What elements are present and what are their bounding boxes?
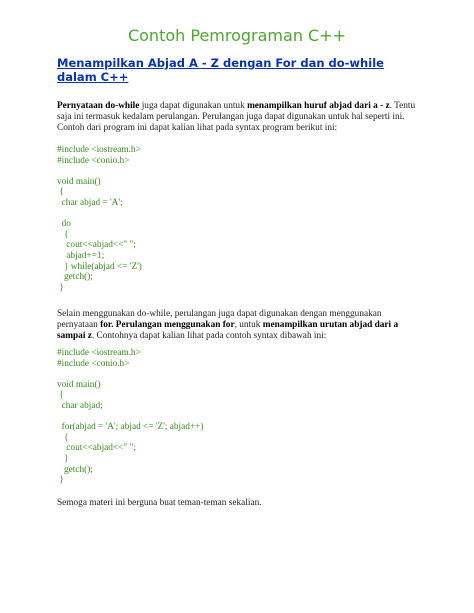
- for-text-2: , untuk: [234, 320, 263, 330]
- intro-paragraph: [57, 101, 419, 134]
- intro-bold-abjad: menampilkan huruf abjad dari a - z: [247, 101, 390, 111]
- code-block-for: [57, 348, 417, 486]
- closing-paragraph: Semoga materi ini berguna buat teman-teman sekalian.: [57, 498, 262, 508]
- code-line: abjad+=1;: [57, 250, 105, 261]
- for-paragraph: [57, 309, 419, 342]
- code-line: getch();: [57, 464, 93, 475]
- code-line: [57, 209, 417, 220]
- intro-text-1: juga dapat digunakan untuk: [139, 101, 248, 111]
- article-title-link[interactable]: Menampilkan Abjad A - Z dengan For dan do-while dalam C++: [57, 56, 384, 84]
- code-line: do: [57, 219, 71, 230]
- for-text-3: . Contohnya dapat kalian lihat pada contoh syntax dibawah ini:: [91, 331, 327, 341]
- intro-bold-do-while: Pernyataan do-while: [57, 101, 140, 111]
- code-line: void main(): [57, 176, 101, 187]
- code-line: for(abjad = 'A'; abjad <= 'Z'; abjad++): [57, 422, 204, 433]
- code-line: {: [57, 229, 69, 240]
- code-line: }: [57, 453, 69, 464]
- code-line: [57, 166, 417, 177]
- code-line: [57, 369, 417, 380]
- code-line: #include <conio.h>: [57, 155, 130, 166]
- code-line: char abjad;: [57, 400, 103, 411]
- code-block-do-while: [57, 145, 417, 293]
- intro-text-2: . Tentu saja ini termasuk kedalam perulangan. Perulangan juga dapat digunakan untuk hal seperti ini. Contoh dari program ini dapat kalian lihat pada syntax program berikut ini:: [57, 101, 416, 133]
- code-line: #include <conio.h>: [57, 358, 130, 369]
- for-bold-perulangan: for. Perulangan menggunakan for: [100, 320, 235, 330]
- code-line: } while(abjad <= 'Z'): [57, 261, 142, 272]
- code-line: void main(): [57, 379, 101, 390]
- code-line: getch();: [57, 272, 93, 283]
- document-title: Contoh Pemrograman C++: [127, 26, 347, 45]
- code-line: char abjad = 'A';: [57, 197, 123, 208]
- code-line: }: [57, 282, 64, 293]
- for-text-1: Selain menggunakan do-while, perulangan juga dapat digunakan dengan menggunakan pernyataan: [57, 309, 382, 330]
- code-line: [57, 412, 417, 423]
- code-line: #include <iostream.h>: [57, 145, 141, 155]
- code-line: {: [57, 187, 64, 198]
- code-line: cout<<abjad<<" ";: [57, 240, 136, 251]
- code-line: #include <iostream.h>: [57, 348, 141, 358]
- code-line: cout<<abjad<<" ";: [57, 443, 136, 454]
- code-line: {: [57, 432, 69, 443]
- code-line: {: [57, 390, 64, 401]
- code-line: }: [57, 475, 64, 486]
- for-bold-urutan: menampilkan urutan abjad dari a sampai z: [57, 320, 399, 341]
